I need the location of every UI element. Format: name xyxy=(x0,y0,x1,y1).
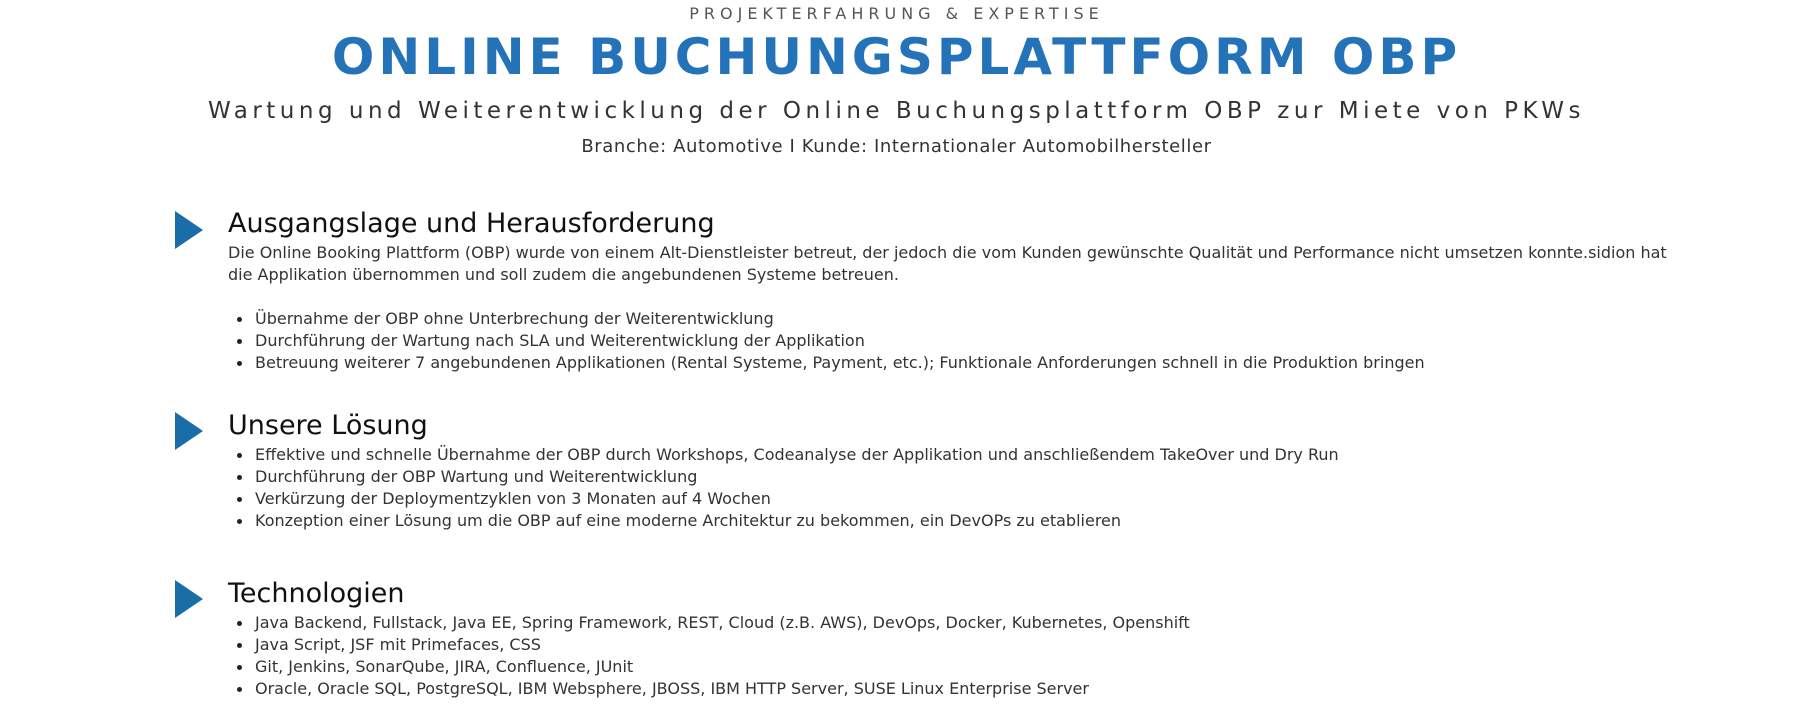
list-item: Java Script, JSF mit Primefaces, CSS xyxy=(228,634,1190,656)
bullet-list xyxy=(228,444,1339,532)
list-item: Java Backend, Fullstack, Java EE, Spring Framework, REST, Cloud (z.B. AWS), DevOps, Docker, Kubernetes, Openshift xyxy=(228,612,1190,634)
page-title: ONLINE BUCHUNGSPLATTFORM OBP xyxy=(331,28,1462,86)
list-item: Übernahme der OBP ohne Unterbrechung der Weiterentwicklung xyxy=(228,308,1425,330)
section-title: Unsere Lösung xyxy=(228,410,428,441)
section-solution xyxy=(175,410,1695,540)
play-arrow-icon xyxy=(175,580,203,618)
bullet-list xyxy=(228,612,1190,700)
section-technologies xyxy=(175,578,1695,708)
list-item: Verkürzung der Deploymentzyklen von 3 Monaten auf 4 Wochen xyxy=(228,488,1339,510)
page-subtitle: Wartung und Weiterentwicklung der Online Buchungsplattform OBP zur Miete von PKWs xyxy=(207,98,1586,124)
header-kicker: PROJEKTERFAHRUNG & EXPERTISE xyxy=(689,4,1104,23)
list-item: Durchführung der OBP Wartung und Weiterentwicklung xyxy=(228,466,1339,488)
section-body: Die Online Booking Plattform (OBP) wurde von einem Alt-Dienstleister betreut, der jedoch die vom Kunden gewünschte Qualität und Performance nicht umsetzen konnte.sidion hat die Applikation übernommen und soll zudem die angebundenen Systeme betreuen. xyxy=(228,243,1667,284)
industry-customer-line: Branche: Automotive I Kunde: Internationaler Automobilhersteller xyxy=(581,136,1212,157)
list-item: Konzeption einer Lösung um die OBP auf eine moderne Architektur zu bekommen, ein DevOPs zu etablieren xyxy=(228,510,1339,532)
play-arrow-icon xyxy=(175,412,203,450)
play-arrow-icon xyxy=(175,211,203,249)
list-item: Git, Jenkins, SonarQube, JIRA, Confluence, JUnit xyxy=(228,656,1190,678)
list-item: Betreuung weiterer 7 angebundenen Applikationen (Rental Systeme, Payment, etc.); Funktionale Anforderungen schnell in die Produktion bringen xyxy=(228,352,1425,374)
list-item: Oracle, Oracle SQL, PostgreSQL, IBM Websphere, JBOSS, IBM HTTP Server, SUSE Linux Enterprise Server xyxy=(228,678,1190,700)
list-item: Effektive und schnelle Übernahme der OBP durch Workshops, Codeanalyse der Applikation und anschließendem TakeOver und Dry Run xyxy=(228,444,1339,466)
section-title: Technologien xyxy=(228,578,405,609)
section-challenge xyxy=(175,208,1695,378)
section-title: Ausgangslage und Herausforderung xyxy=(228,208,715,239)
list-item: Durchführung der Wartung nach SLA und Weiterentwicklung der Applikation xyxy=(228,330,1425,352)
bullet-list xyxy=(228,308,1425,374)
